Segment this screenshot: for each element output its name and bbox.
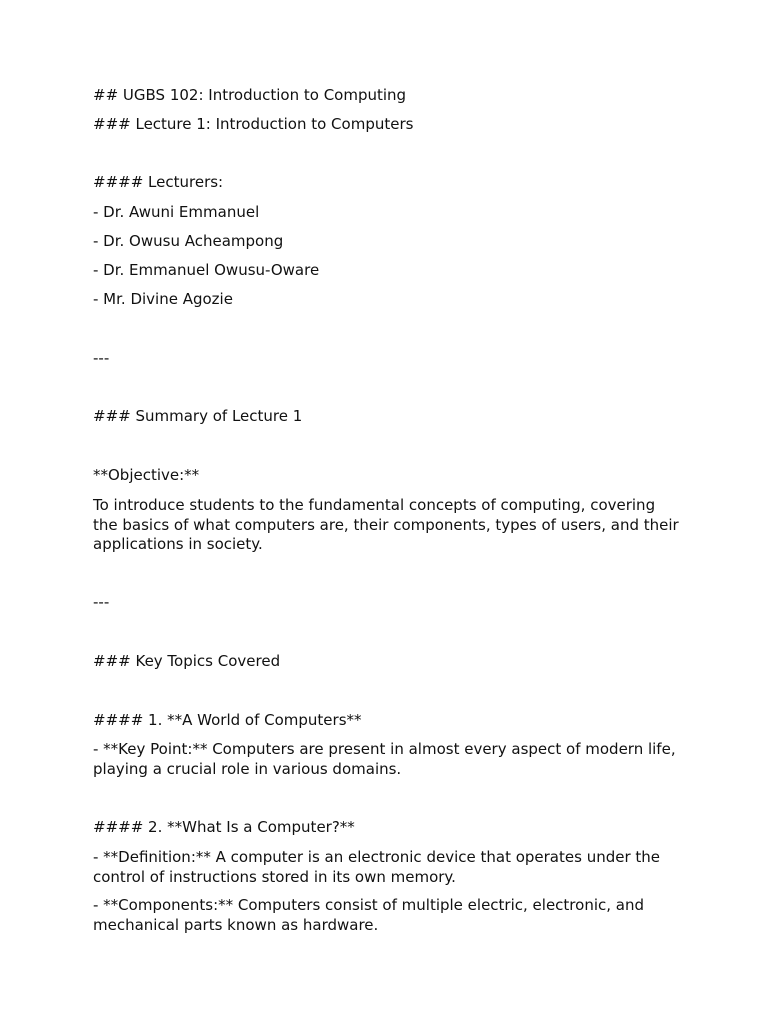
summary-heading: ### Summary of Lecture 1 — [93, 407, 303, 425]
topic-1-heading: #### 1. **A World of Computers** — [93, 711, 362, 729]
topic-2-heading: #### 2. **What Is a Computer?** — [93, 818, 355, 836]
lecturer-item: - Mr. Divine Agozie — [93, 290, 233, 308]
lecturer-item: - Dr. Owusu Acheampong — [93, 232, 284, 250]
lecturer-item: - Dr. Emmanuel Owusu-Oware — [93, 261, 320, 279]
lecturers-heading: #### Lecturers: — [93, 173, 224, 191]
topic-1-key-point: - **Key Point:** Computers are present in almost every aspect of modern life, playing a crucial role in various domains. — [93, 740, 676, 778]
topic-2-components: - **Components:** Computers consist of multiple electric, electronic, and mechanical parts known as hardware. — [93, 896, 644, 934]
objective-text: To introduce students to the fundamental concepts of computing, covering the basics of what computers are, their components, types of users, and their applications in society. — [93, 496, 679, 553]
topic-2-definition: - **Definition:** A computer is an electronic device that operates under the control of instructions stored in its own memory. — [93, 848, 661, 886]
objective-label: **Objective:** — [93, 466, 200, 484]
separator: --- — [93, 349, 110, 367]
separator: --- — [93, 593, 110, 611]
lecture-heading: ### Lecture 1: Introduction to Computers — [93, 115, 414, 133]
course-heading: ## UGBS 102: Introduction to Computing — [93, 86, 407, 104]
lecturer-item: - Dr. Awuni Emmanuel — [93, 203, 260, 221]
key-topics-heading: ### Key Topics Covered — [93, 652, 281, 670]
